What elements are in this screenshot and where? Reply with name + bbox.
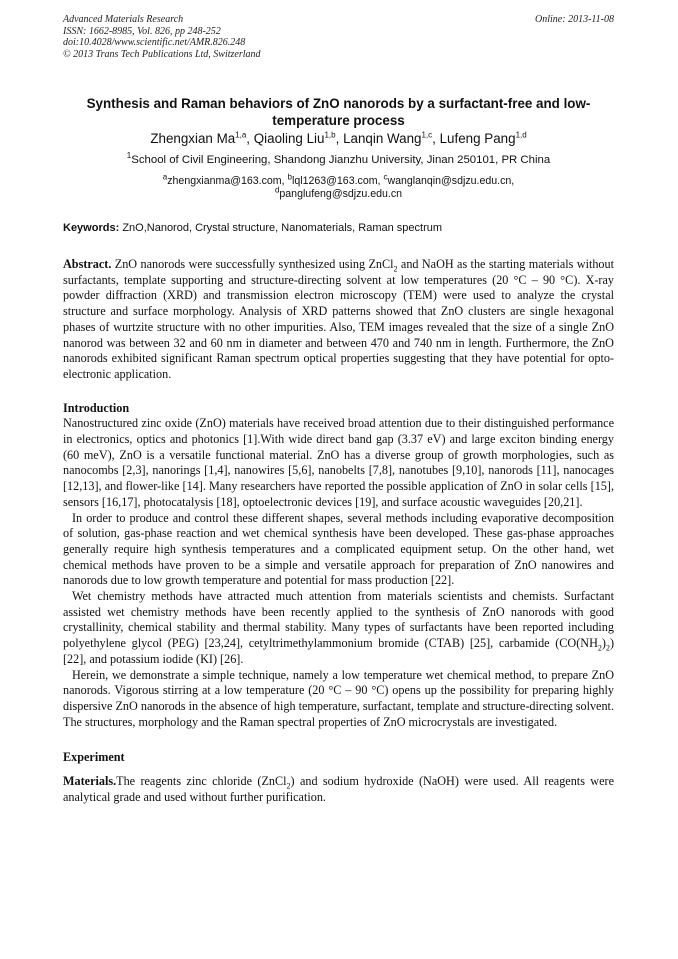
paragraph-text: ) and sodium hydroxide (NaOH) were used. All reagents were analytical grade and used without further purification. <box>63 774 614 804</box>
affiliation-superscript: 1 <box>126 151 132 161</box>
materials-label: Materials. <box>63 774 117 789</box>
introduction-heading: Introduction <box>63 400 130 415</box>
email-link[interactable]: wanglanqin@sdjzu.edu.cn, <box>387 175 515 187</box>
journal-header <box>63 14 614 60</box>
author-list: Zhengxian Ma$^{1,a}$, Qiaoling Liu$^{1,b}$, Lanqin Wang$^{1,c}$, Lufeng Pang$^{1,d}$ <box>150 130 527 146</box>
author-name: Lanqin Wang <box>343 131 422 146</box>
paper-title: Synthesis and Raman behaviors of ZnO nanorods by a surfactant-free and low-temperature process <box>86 96 591 128</box>
abstract-label: Abstract. <box>63 257 112 271</box>
subscript: 2 <box>286 781 291 791</box>
author-name: Qiaoling Liu <box>253 131 325 146</box>
author-superscript: 1,d <box>515 130 527 140</box>
paragraph-text: ) [22], and potassium iodide (KI) [26]. <box>63 636 614 666</box>
subscript: 2 <box>605 643 610 653</box>
keywords <box>63 221 614 235</box>
email-superscript: d <box>274 185 280 195</box>
email-link[interactable]: zhengxianma@163.com, <box>167 175 285 187</box>
journal-name: Advanced Materials Research <box>63 14 184 25</box>
email-line-1 <box>63 172 614 188</box>
intro-paragraph-4: Herein, we demonstrate a simple technique, namely a low temperature wet chemical method, to prepare ZnO nanorods. Vigorous stirring at a low temperature (20 °C – 90 °C) opens up the possibility for preparing highly dispersive ZnO nanorods in the absence of high temperature, surfactant, template and structure-directing solvent. The structures, morphology and the Raman spectral properties of ZnO microcrystals are investigated. <box>63 667 614 729</box>
paper-page <box>63 14 614 806</box>
email-superscript: c <box>383 172 388 182</box>
affiliation-text: School of Civil Engineering, Shandong Jianzhu University, Jinan 250101, PR China <box>131 154 551 166</box>
email-list <box>63 172 614 201</box>
author-name: Zhengxian Ma <box>150 131 236 146</box>
abstract <box>63 257 614 383</box>
keywords-text: ZnO,Nanorod, Crystal structure, Nanomaterials, Raman spectrum <box>122 222 443 234</box>
subscript: 2 <box>393 264 398 274</box>
subscript: 2 <box>597 643 602 653</box>
abstract-text: ZnO nanorods were successfully synthesized using ZnCl <box>111 257 394 271</box>
keywords-label: Keywords: <box>63 222 120 234</box>
email-superscript: b <box>287 172 292 182</box>
email-link[interactable]: lql1263@163.com, <box>291 175 381 187</box>
author-superscript: 1,a <box>235 130 247 140</box>
paragraph-text: Wet chemistry methods have attracted much attention from materials scientists and chemists. Surfactant assisted wet chemistry methods have been recently applied to the synthesis of ZnO nanorods with good crystallinity, chemical stability and thermal stability. Many types of surfactants have been reported including polyethylene glycol (PEG) [23,24], cetyltrimethylammonium bromide (CTAB) [25], carbamide (CO(NH <box>63 589 614 651</box>
email-link[interactable]: panglufeng@sdjzu.edu.cn <box>279 188 403 200</box>
materials-paragraph <box>63 774 614 805</box>
author-superscript: 1,c <box>421 130 433 140</box>
paragraph-text: The reagents zinc chloride (ZnCl <box>116 774 287 789</box>
intro-paragraph-1: Nanostructured zinc oxide (ZnO) materials have received broad attention due to their distinguished performance in electronics, optics and photonics [1].With wide direct band gap (3.37 eV) and large exciton binding energy (60 meV), ZnO is a versatile functional material. ZnO has a diverse group of growth morphologies, such as nanocombs [2,3], nanorings [1,4], nanowires [5,6], nanobelts [7,8], nanotubes [9,10], nanorods [11], nanocages [12,13], and flower-like [14]. Many researchers have reported the possible application of ZnO in solar cells [15], sensors [16,17], photocatalysis [18], optoelectronic devices [19], and surface acoustic waveguides [20,21]. <box>63 416 614 509</box>
copyright-line: © 2013 Trans Tech Publications Ltd, Switzerland <box>63 48 261 60</box>
doi-line: doi:10.4028/www.scientific.net/AMR.826.248 <box>63 37 246 48</box>
abstract-text: and NaOH as the starting materials without surfactants, template supporting and structure-directing solvent at low temperatures (20 °C – 90 °C). X-ray powder diffraction (XRD) and transmission electron microscopy (TEM) were used to analyze the crystal structure and surface morphology. Analysis of XRD patterns showed that ZnO clusters are single hexagonal phases of wurtzite structure with no other impurities. Also, TEM images revealed that the size of a single ZnO nanorod was between 32 and 60 nm in diameter and between 470 and 740 nm in length. Furthermore, the ZnO nanorods exhibited significant Raman spectrum optical properties suggesting that they have potential for opto-electronic application. <box>63 257 615 381</box>
online-date: Online: 2013-11-08 <box>535 14 614 25</box>
experiment-heading: Experiment <box>63 750 125 765</box>
intro-paragraph-3 <box>63 589 614 668</box>
email-line-2 <box>63 185 614 201</box>
email-superscript: a <box>162 172 168 182</box>
author-superscript: 1,b <box>324 130 336 140</box>
author-name: Lufeng Pang <box>439 131 516 146</box>
paragraph-text: ) <box>601 636 606 651</box>
affiliation <box>63 153 614 168</box>
intro-paragraph-2: In order to produce and control these different shapes, several methods including evaporative decomposition of solution, gas-phase reaction and wet chemical synthesis have been developed. These gas-phase approaches generally require high synthesis temperatures and a complicated equipment setup. On the other hand, wet chemical methods have proven to be a simple and versatile approach for preparation of ZnO nanowires and nanorods due to low growth temperature and potential for mass production [22]. <box>63 510 614 588</box>
issn-line: ISSN: 1662-8985, Vol. 826, pp 248-252 <box>63 25 221 37</box>
